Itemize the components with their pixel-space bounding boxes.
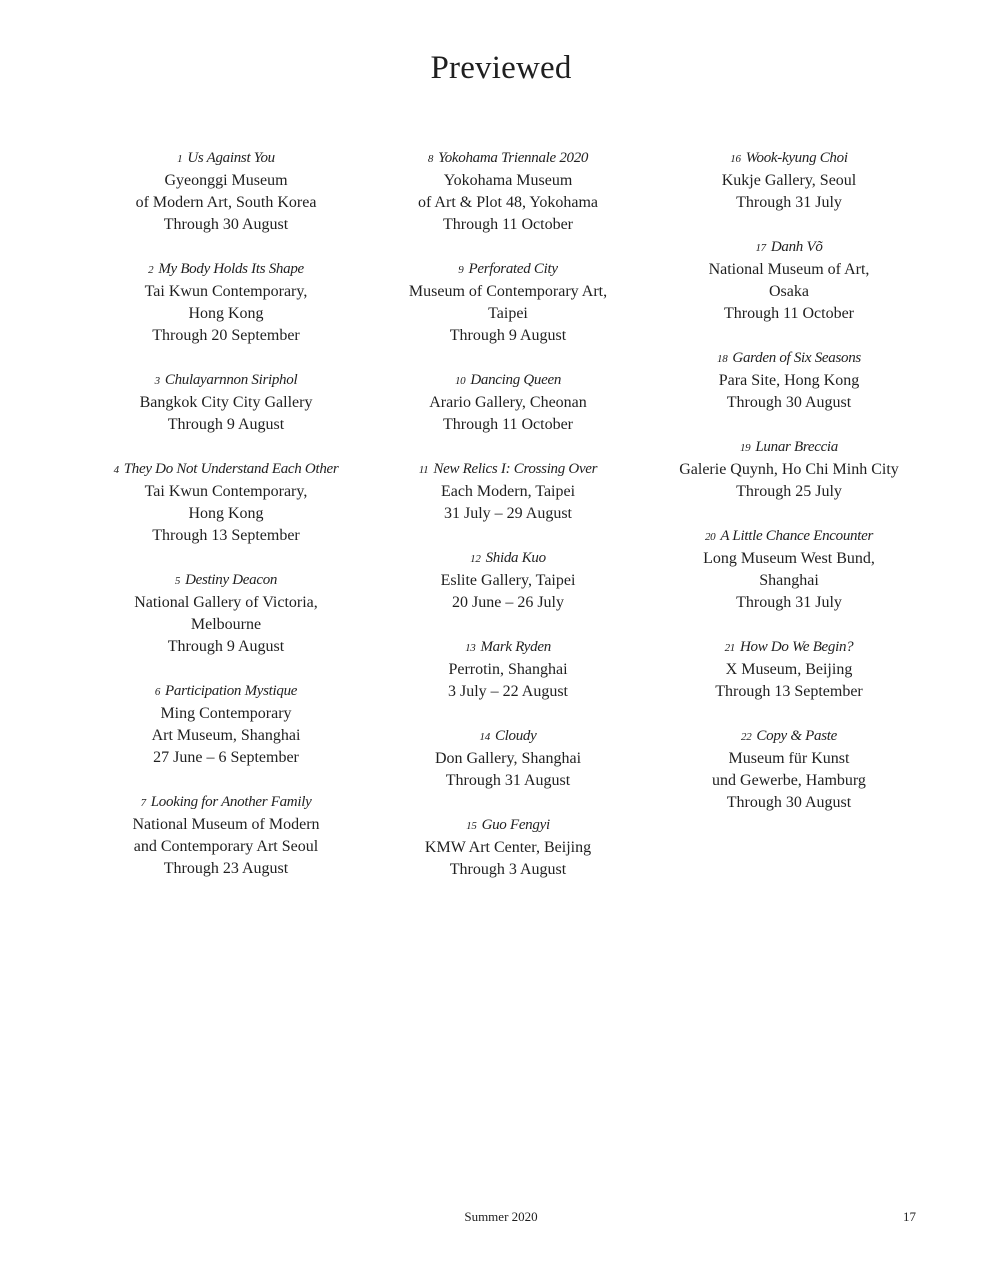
exhibition-venue: Don Gallery, Shanghai [434, 750, 582, 767]
exhibition-number: 6 [154, 686, 161, 698]
exhibition-number: 8 [427, 153, 434, 165]
exhibition-number: 22 [741, 731, 752, 743]
listing-column-2 [358, 147, 658, 903]
exhibition-number: 9 [458, 264, 464, 276]
exhibition-title-line [76, 258, 376, 281]
exhibition-number: 15 [466, 820, 477, 832]
footer-page-number: 17 [903, 1209, 916, 1224]
exhibition-title-line [76, 569, 376, 592]
exhibition-venue: Long Museum West Bund, [703, 550, 875, 567]
exhibition-title: Participation Mystique [165, 683, 298, 699]
exhibition-title: Perforated City [468, 261, 558, 277]
exhibition-entry [358, 547, 658, 614]
exhibition-number: 2 [148, 264, 154, 276]
exhibition-venue: Shanghai [759, 572, 819, 589]
exhibition-entry [76, 791, 376, 880]
exhibition-dates: Through 20 September [152, 327, 300, 344]
exhibition-dates: Through 11 October [442, 216, 574, 233]
exhibition-number: 7 [140, 797, 146, 809]
exhibition-number: 21 [724, 642, 735, 654]
exhibition-title-line [76, 369, 376, 392]
exhibition-dates: 20 June – 26 July [452, 594, 564, 611]
exhibition-title-line [639, 636, 939, 659]
exhibition-dates: Through 9 August [449, 327, 567, 344]
exhibition-title-line [358, 725, 658, 748]
exhibition-title-line [76, 791, 376, 814]
exhibition-venue: Museum of Contemporary Art, [408, 283, 608, 300]
exhibition-entry [358, 458, 658, 525]
exhibition-venue: Arario Gallery, Cheonan [429, 394, 587, 411]
exhibition-venue: National Museum of Modern [132, 816, 320, 833]
exhibition-title-line [358, 458, 658, 481]
exhibition-entry [358, 369, 658, 436]
exhibition-number: 19 [739, 442, 751, 454]
exhibition-dates: Through 11 October [723, 305, 855, 322]
exhibition-venue: Hong Kong [188, 305, 264, 322]
exhibition-venue: Perrotin, Shanghai [448, 661, 568, 678]
exhibition-venue: National Museum of Art, [708, 261, 870, 278]
exhibition-entry [358, 147, 658, 236]
exhibition-venue: Eslite Gallery, Taipei [440, 572, 576, 589]
exhibition-title: Chulayarnnon Siriphol [164, 372, 298, 388]
exhibition-entry [639, 436, 939, 503]
exhibition-entry [76, 680, 376, 769]
exhibition-number: 1 [177, 153, 183, 165]
exhibition-dates: 3 July – 22 August [447, 683, 568, 700]
exhibition-number: 11 [418, 464, 429, 476]
exhibition-entry [358, 814, 658, 881]
exhibition-venue: Tai Kwun Contemporary, [144, 483, 308, 500]
exhibition-title: Danh Võ [770, 239, 823, 255]
exhibition-venue: Para Site, Hong Kong [718, 372, 860, 389]
exhibition-title: Yokohama Triennale 2020 [438, 150, 589, 166]
exhibition-title-line [76, 680, 376, 703]
exhibition-number: 13 [465, 642, 476, 654]
exhibition-title: My Body Holds Its Shape [158, 261, 304, 277]
exhibition-dates: Through 23 August [163, 860, 289, 877]
exhibition-dates: Through 11 October [442, 416, 574, 433]
exhibition-entry [358, 636, 658, 703]
exhibition-dates: Through 25 July [736, 483, 842, 500]
exhibition-title: Wook-kyung Choi [745, 150, 848, 166]
exhibition-venue: X Museum, Beijing [725, 661, 853, 678]
exhibition-title: How Do We Begin? [740, 639, 854, 655]
exhibition-title-line [358, 636, 658, 659]
exhibition-dates: Through 9 August [167, 638, 285, 655]
page-title: Previewed [430, 50, 572, 86]
exhibition-entry [76, 258, 376, 347]
exhibition-dates: Through 9 August [167, 416, 285, 433]
exhibition-title-line [639, 436, 939, 459]
exhibition-dates: Through 13 September [152, 527, 300, 544]
exhibition-title-line [358, 258, 658, 281]
exhibition-title-line [639, 725, 939, 748]
exhibition-dates: Through 30 August [726, 794, 852, 811]
exhibition-title: Mark Ryden [480, 639, 551, 655]
exhibition-title: Looking for Another Family [150, 794, 312, 810]
exhibition-title: Lunar Breccia [755, 439, 839, 455]
exhibition-venue: of Art & Plot 48, Yokohama [417, 194, 598, 211]
exhibition-venue: Museum für Kunst [728, 750, 850, 767]
exhibition-title: A Little Chance Encounter [720, 528, 874, 544]
exhibition-title: New Relics I: Crossing Over [433, 461, 598, 477]
exhibition-venue: Each Modern, Taipei [440, 483, 576, 500]
exhibition-title-line [358, 814, 658, 837]
exhibition-dates: Through 31 July [736, 594, 842, 611]
exhibition-title-line [76, 458, 376, 481]
exhibition-venue: Art Museum, Shanghai [151, 727, 301, 744]
exhibition-title: Copy & Paste [756, 728, 837, 744]
exhibition-title-line [358, 147, 658, 170]
listing-column-1 [76, 147, 376, 902]
exhibition-entry [639, 347, 939, 414]
exhibition-venue: Yokohama Museum [443, 172, 573, 189]
exhibition-dates: Through 31 July [736, 194, 842, 211]
exhibition-title: Us Against You [187, 150, 275, 166]
exhibition-number: 17 [755, 242, 766, 254]
exhibition-title-line [358, 547, 658, 570]
exhibition-title: Cloudy [494, 728, 537, 744]
exhibition-entry [76, 147, 376, 236]
exhibition-entry [76, 369, 376, 436]
exhibition-title: Dancing Queen [470, 372, 562, 388]
exhibition-title-line [639, 347, 939, 370]
exhibition-venue: of Modern Art, South Korea [135, 194, 317, 211]
exhibition-number: 4 [113, 464, 119, 476]
exhibition-title: Destiny Deacon [185, 572, 278, 588]
exhibition-venue: National Gallery of Victoria, [134, 594, 318, 611]
exhibition-title: Shida Kuo [485, 550, 546, 566]
exhibition-venue: Hong Kong [188, 505, 264, 522]
exhibition-dates: 31 July – 29 August [443, 505, 572, 522]
exhibition-venue: and Contemporary Art Seoul [133, 838, 319, 855]
exhibition-venue: und Gewerbe, Hamburg [712, 772, 866, 789]
exhibition-dates: Through 3 August [449, 861, 567, 878]
exhibition-title: They Do Not Understand Each Other [123, 461, 339, 477]
exhibition-venue: Osaka [769, 283, 809, 300]
listing-column-3 [639, 147, 939, 836]
exhibition-dates: Through 30 August [726, 394, 852, 411]
exhibition-entry [639, 147, 939, 214]
exhibition-entry [358, 258, 658, 347]
exhibition-venue: KMW Art Center, Beijing [424, 839, 592, 856]
exhibition-number: 14 [479, 731, 490, 743]
exhibition-number: 20 [704, 531, 716, 543]
exhibition-title-line [639, 147, 939, 170]
exhibition-dates: Through 31 August [445, 772, 571, 789]
exhibition-title: Garden of Six Seasons [732, 350, 861, 366]
exhibition-entry [639, 236, 939, 325]
exhibition-venue: Tai Kwun Contemporary, [144, 283, 308, 300]
exhibition-title: Guo Fengyi [481, 817, 550, 833]
exhibition-entry [639, 636, 939, 703]
exhibition-entry [76, 458, 376, 547]
exhibition-venue: Kukje Gallery, Seoul [721, 172, 857, 189]
exhibition-title-line [639, 525, 939, 548]
exhibition-number: 5 [174, 575, 181, 587]
exhibition-dates: Through 30 August [163, 216, 289, 233]
footer-issue-label: Summer 2020 [464, 1209, 538, 1224]
exhibition-venue: Bangkok City City Gallery [139, 394, 313, 411]
exhibition-venue: Gyeonggi Museum [164, 172, 288, 189]
exhibition-dates: Through 13 September [715, 683, 863, 700]
exhibition-number: 12 [470, 553, 481, 565]
exhibition-entry [639, 725, 939, 814]
exhibition-title-line [76, 147, 376, 170]
exhibition-venue: Melbourne [190, 616, 262, 633]
exhibition-entry [76, 569, 376, 658]
exhibition-title-line [358, 369, 658, 392]
exhibition-number: 16 [730, 153, 741, 165]
exhibition-venue: Ming Contemporary [160, 705, 292, 722]
exhibition-title-line [639, 236, 939, 259]
exhibition-venue: Galerie Quynh, Ho Chi Minh City [679, 461, 899, 478]
exhibition-entry [639, 525, 939, 614]
exhibition-number: 10 [454, 375, 466, 387]
exhibition-number: 3 [154, 375, 160, 387]
exhibition-entry [358, 725, 658, 792]
exhibition-venue: Taipei [488, 305, 528, 322]
exhibition-dates: 27 June – 6 September [153, 749, 299, 766]
exhibition-number: 18 [717, 353, 728, 365]
